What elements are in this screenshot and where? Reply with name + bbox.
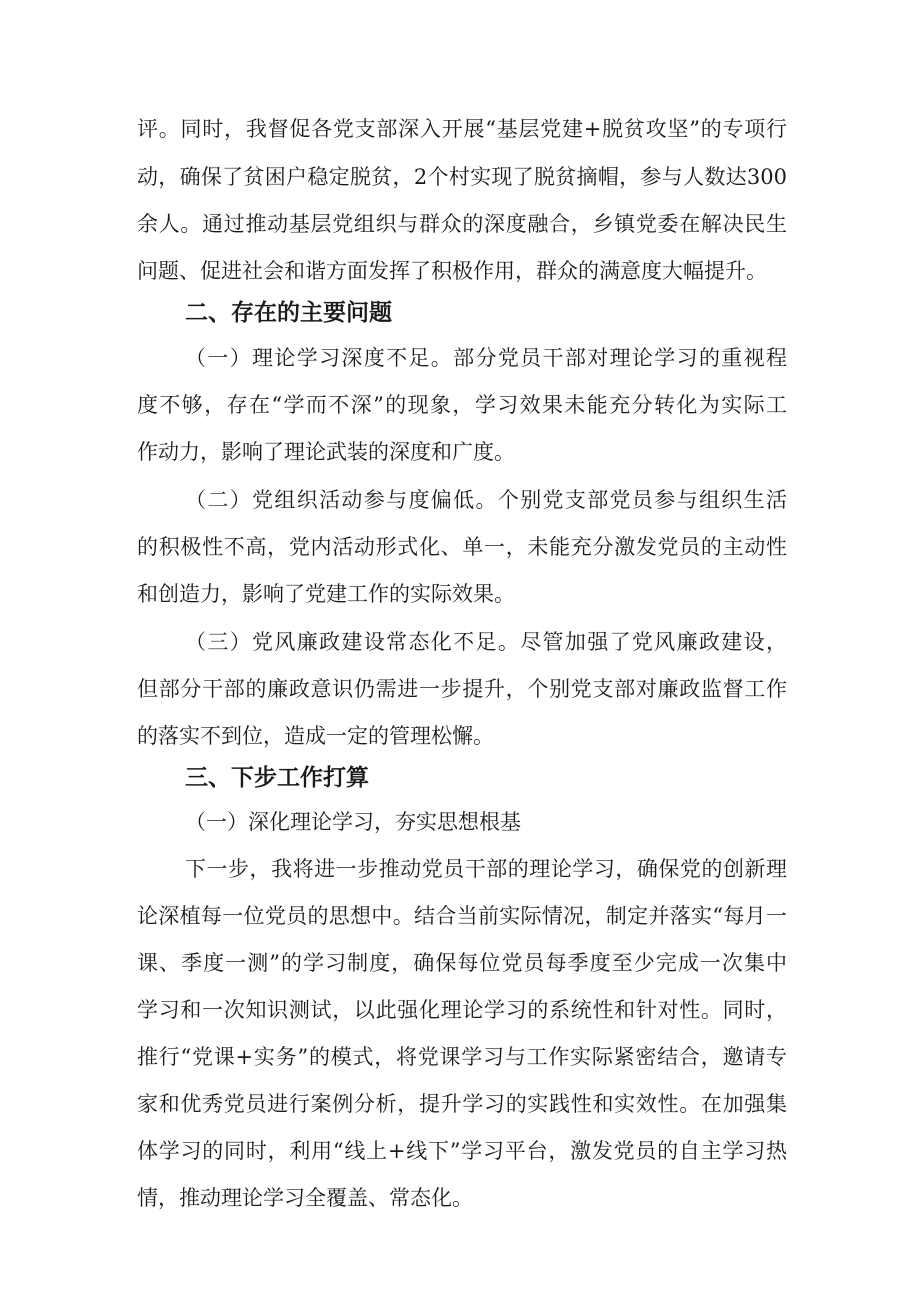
text-line: 作动力，影响了理论武装的深度和广度。	[137, 440, 515, 464]
text-line: 的积极性不高，党内活动形式化、单一，未能充分激发党员的主动性	[137, 535, 787, 559]
text-line: 评。同时，我督促各党支部深入开展“基层党建+脱贫攻坚”的专项行	[137, 117, 787, 141]
text-line: 但部分干部的廉政意识仍需进一步提升，个别党支部对廉政监督工作	[137, 677, 787, 701]
section-heading: 三、下步工作打算	[185, 765, 369, 791]
text-line: （一）理论学习深度不足。部分党员干部对理论学习的重视程	[185, 346, 787, 370]
text-line: 问题、促进社会和谐方面发挥了积极作用，群众的满意度大幅提升。	[137, 259, 767, 283]
text-line: 家和优秀党员进行案例分析，提升学习的实践性和实效性。在加强集	[137, 1092, 787, 1116]
text-line: 动，确保了贫困户稳定脱贫，2个村实现了脱贫摘帽，参与人数达300	[137, 165, 787, 189]
subsection-heading: （一）深化理论学习，夯实思想根基	[185, 810, 521, 834]
text-line: （三）党风廉政建设常态化不足。尽管加强了党风廉政建设，	[185, 630, 787, 654]
section-heading: 二、存在的主要问题	[185, 300, 392, 326]
text-line: 学习和一次知识测试，以此强化理论学习的系统性和针对性。同时，	[137, 998, 787, 1022]
text-line: 的落实不到位，造成一定的管理松懈。	[137, 724, 494, 748]
text-line: 余人。通过推动基层党组织与群众的深度融合，乡镇党委在解决民生	[137, 212, 787, 236]
text-line: 体学习的同时，利用“线上+线下”学习平台，激发党员的自主学习热	[137, 1139, 787, 1163]
text-line: 论深植每一位党员的思想中。结合当前实际情况，制定并落实“每月一	[137, 904, 787, 928]
text-line: 情，推动理论学习全覆盖、常态化。	[137, 1186, 473, 1210]
text-line: 课、季度一测”的学习制度，确保每位党员每季度至少完成一次集中	[137, 951, 787, 975]
text-line: 下一步，我将进一步推动党员干部的理论学习，确保党的创新理	[185, 857, 787, 881]
text-line: 度不够，存在“学而不深”的现象，学习效果未能充分转化为实际工	[137, 393, 787, 417]
text-line: （二）党组织活动参与度偏低。个别党支部党员参与组织生活	[185, 488, 787, 512]
text-line: 和创造力，影响了党建工作的实际效果。	[137, 582, 515, 606]
text-line: 推行“党课+实务”的模式，将党课学习与工作实际紧密结合，邀请专	[137, 1045, 787, 1069]
